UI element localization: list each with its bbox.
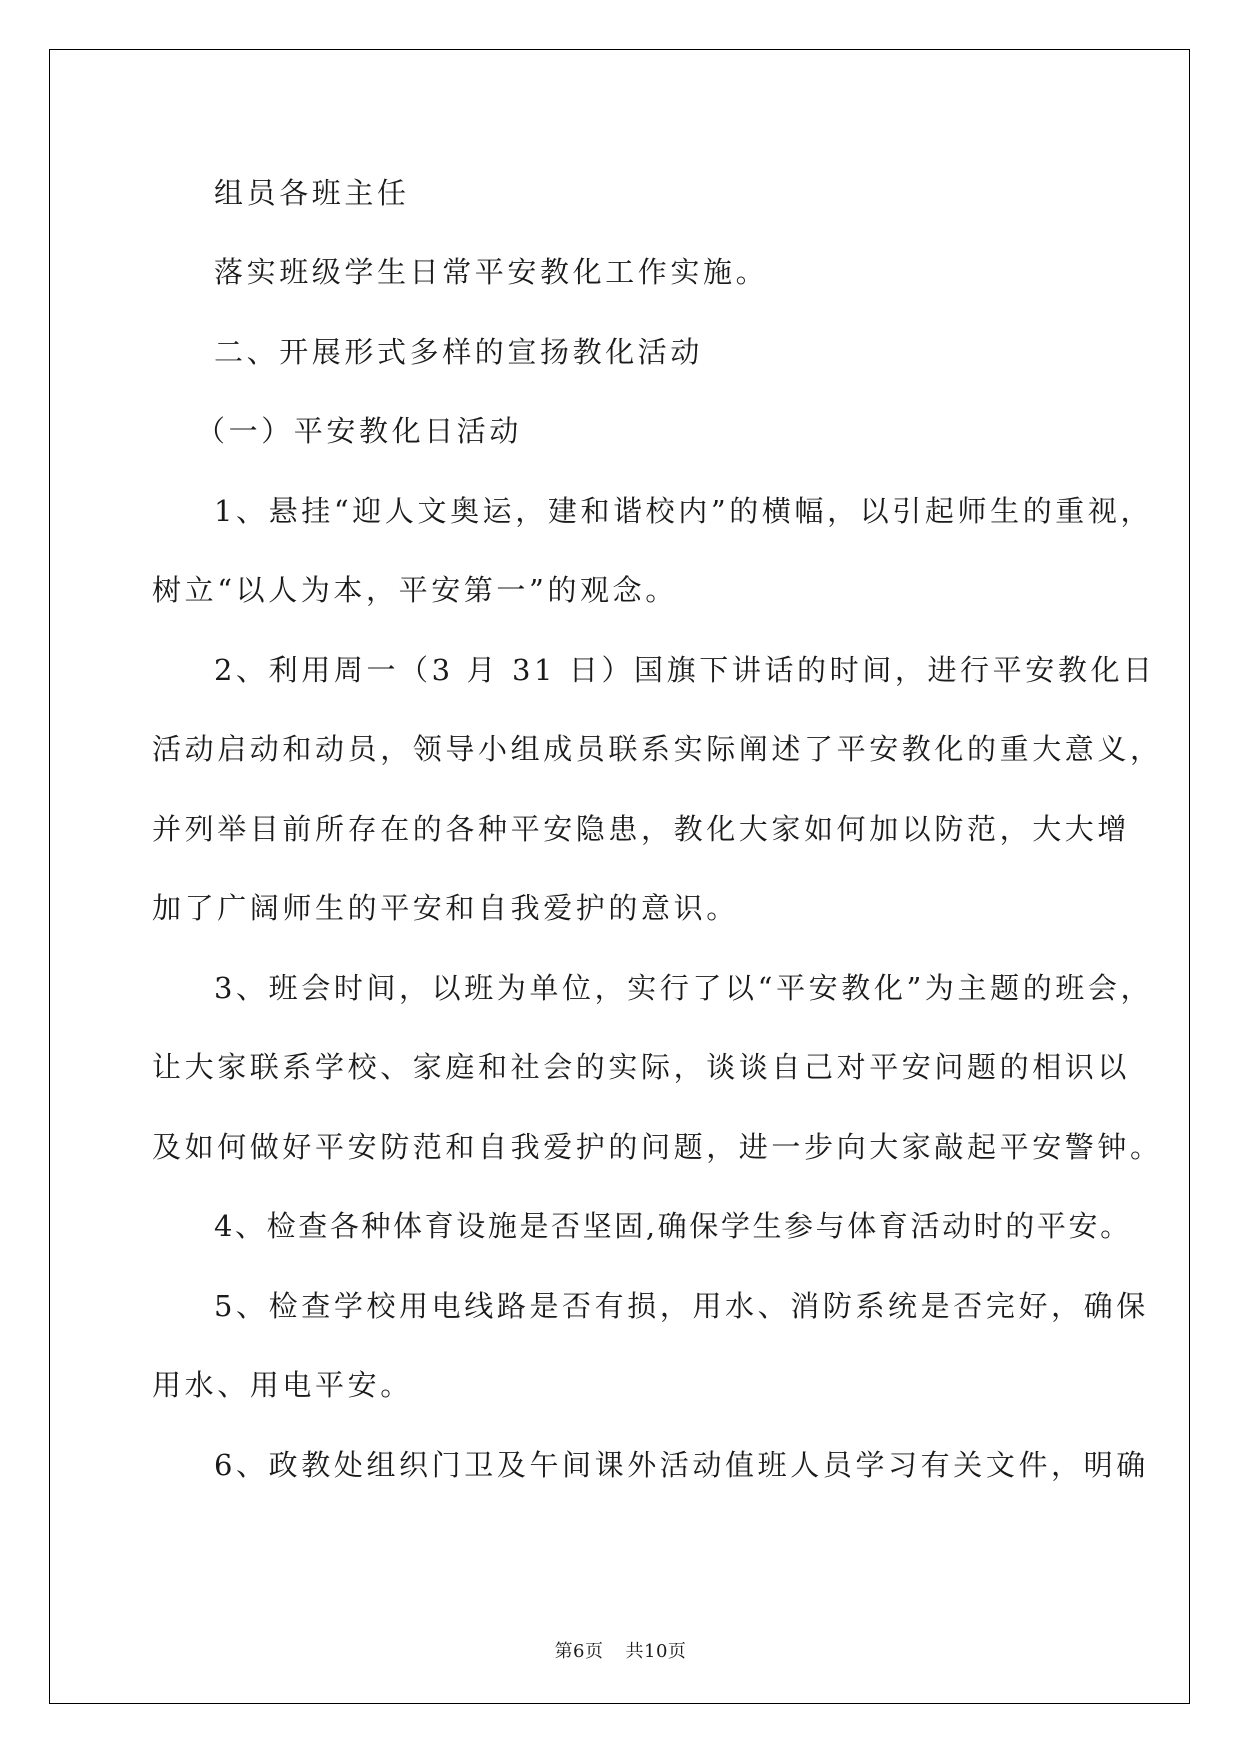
text-line: 用水、用电平安。 bbox=[152, 1368, 413, 1402]
text-line: 加了广阔师生的平安和自我爱护的意识。 bbox=[152, 891, 739, 925]
text-line: 并列举目前所存在的各种平安隐患，教化大家如何加以防范，大大增 bbox=[152, 812, 1131, 846]
text-line: 落实班级学生日常平安教化工作实施。 bbox=[214, 255, 769, 289]
page-number-total: 共10页 bbox=[625, 1641, 687, 1662]
page-number-current: 第6页 bbox=[554, 1641, 604, 1662]
text-line: 6、政教处组织门卫及午间课外活动值班人员学习有关文件，明确 bbox=[214, 1448, 1149, 1482]
text-line: 3、班会时间，以班为单位，实行了以“平安教化”为主题的班会， bbox=[214, 971, 1154, 1005]
text-line: 1、悬挂“迎人文奥运，建和谐校内”的横幅，以引起师生的重视， bbox=[214, 494, 1154, 528]
section-heading: 二、开展形式多样的宣扬教化活动 bbox=[214, 335, 704, 369]
text-line: 4、检查各种体育设施是否坚固,确保学生参与体育活动时的平安。 bbox=[214, 1209, 1132, 1243]
text-line: 活动启动和动员，领导小组成员联系实际阐述了平安教化的重大意义， bbox=[152, 732, 1163, 766]
subsection-heading: （一）平安教化日活动 bbox=[196, 414, 523, 448]
text-line: 让大家联系学校、家庭和社会的实际，谈谈自己对平安问题的相识以 bbox=[152, 1050, 1131, 1084]
text-line: 及如何做好平安防范和自我爱护的问题，进一步向大家敲起平安警钟。 bbox=[152, 1130, 1163, 1164]
page-footer bbox=[0, 1641, 1241, 1663]
text-line: 组员各班主任 bbox=[214, 176, 410, 210]
text-line: 2、利用周一（3 月 31 日）国旗下讲话的时间，进行平安教化日 bbox=[214, 653, 1156, 687]
text-line: 树立“以人为本，平安第一”的观念。 bbox=[152, 573, 678, 607]
text-line: 5、检查学校用电线路是否有损，用水、消防系统是否完好，确保 bbox=[214, 1289, 1149, 1323]
